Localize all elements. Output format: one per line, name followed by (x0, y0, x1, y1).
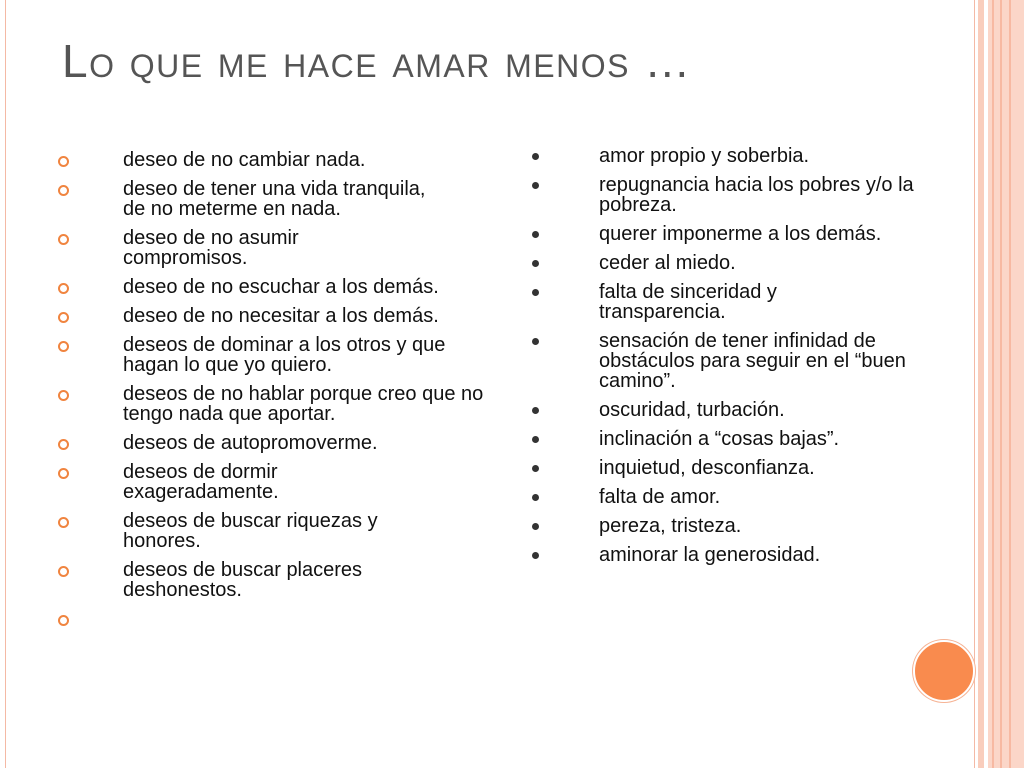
side-stripe-line (1009, 0, 1011, 768)
list-item-text: deseos de buscar placeres deshonestos. (123, 559, 363, 601)
orange-ring-bullet-icon (58, 341, 69, 352)
side-stripe-inner (978, 0, 984, 768)
list-item-text: repugnancia hacia los pobres y/o la pobreza. (599, 174, 914, 216)
list-item (57, 335, 487, 375)
list-item (57, 150, 487, 170)
list-item-text: amor propio y soberbia. (599, 145, 810, 167)
list-item (57, 277, 487, 297)
list-item (528, 516, 968, 536)
list-item-text: deseo de no escuchar a los demás. (123, 276, 439, 298)
right-bullet-list (528, 146, 968, 574)
list-item-text: querer imponerme a los demás. (599, 223, 882, 245)
list-item-text: inclinación a “cosas bajas”. (599, 428, 840, 450)
list-item-text: pereza, tristeza. (599, 515, 742, 537)
black-dot-bullet-icon (532, 153, 539, 160)
black-dot-bullet-icon (532, 289, 539, 296)
list-item (57, 433, 487, 453)
black-dot-bullet-icon (532, 407, 539, 414)
orange-ring-bullet-icon (58, 312, 69, 323)
list-item-text: deseo de no cambiar nada. (123, 149, 366, 171)
orange-ring-bullet-icon (58, 439, 69, 450)
orange-ring-bullet-icon (58, 234, 69, 245)
list-item-text: deseos de dormir exageradamente. (123, 461, 279, 503)
list-item (528, 487, 968, 507)
black-dot-bullet-icon (532, 494, 539, 501)
list-item (57, 384, 487, 424)
orange-ring-bullet-icon (58, 390, 69, 401)
slide-title: Lo que me hace amar menos … (62, 35, 692, 87)
list-item (57, 462, 487, 502)
list-item-text: deseos de no hablar porque creo que no tengo nada que aportar. (123, 383, 484, 425)
list-item-text: sensación de tener infinidad de obstáculos para seguir en el “buen camino”. (599, 330, 906, 392)
list-item-text: falta de sinceridad y transparencia. (599, 281, 777, 323)
black-dot-bullet-icon (532, 231, 539, 238)
list-item (528, 545, 968, 565)
black-dot-bullet-icon (532, 182, 539, 189)
list-item-text: deseo de tener una vida tranquila, de no meterme en nada. (123, 178, 426, 220)
orange-circle-icon (913, 640, 975, 702)
list-item (528, 224, 968, 244)
orange-ring-bullet-icon (58, 283, 69, 294)
list-item (528, 282, 968, 322)
list-item (528, 146, 968, 166)
orange-ring-bullet-icon (58, 156, 69, 167)
list-item-text: ceder al miedo. (599, 252, 736, 274)
list-item (57, 228, 487, 268)
list-item (57, 306, 487, 326)
list-item-text: deseos de autopromoverme. (123, 432, 378, 454)
black-dot-bullet-icon (532, 465, 539, 472)
side-stripe-line (1000, 0, 1002, 768)
list-item-text: deseo de no asumir compromisos. (123, 227, 299, 269)
black-dot-bullet-icon (532, 436, 539, 443)
list-item (528, 458, 968, 478)
list-item (528, 400, 968, 420)
list-item (57, 560, 487, 600)
list-item-text: falta de amor. (599, 486, 721, 508)
list-item-text: deseo de no necesitar a los demás. (123, 305, 439, 327)
list-item (528, 253, 968, 273)
list-item-text: deseos de buscar riquezas y honores. (123, 510, 378, 552)
list-item-text: deseos de dominar a los otros y que hagan lo que yo quiero. (123, 334, 446, 376)
orange-ring-bullet-icon (58, 566, 69, 577)
orange-ring-bullet-icon (58, 615, 69, 626)
list-item-text: oscuridad, turbación. (599, 399, 785, 421)
black-dot-bullet-icon (532, 552, 539, 559)
black-dot-bullet-icon (532, 260, 539, 267)
list-item (57, 511, 487, 551)
left-bullet-list (57, 150, 487, 635)
list-item (57, 609, 487, 626)
list-item (528, 429, 968, 449)
list-item-text: aminorar la generosidad. (599, 544, 821, 566)
side-stripe-line (992, 0, 994, 768)
list-item (528, 331, 968, 391)
list-item (528, 175, 968, 215)
list-item-text: inquietud, desconfianza. (599, 457, 815, 479)
orange-ring-bullet-icon (58, 185, 69, 196)
black-dot-bullet-icon (532, 523, 539, 530)
list-item (57, 179, 487, 219)
black-dot-bullet-icon (532, 338, 539, 345)
orange-ring-bullet-icon (58, 468, 69, 479)
orange-ring-bullet-icon (58, 517, 69, 528)
